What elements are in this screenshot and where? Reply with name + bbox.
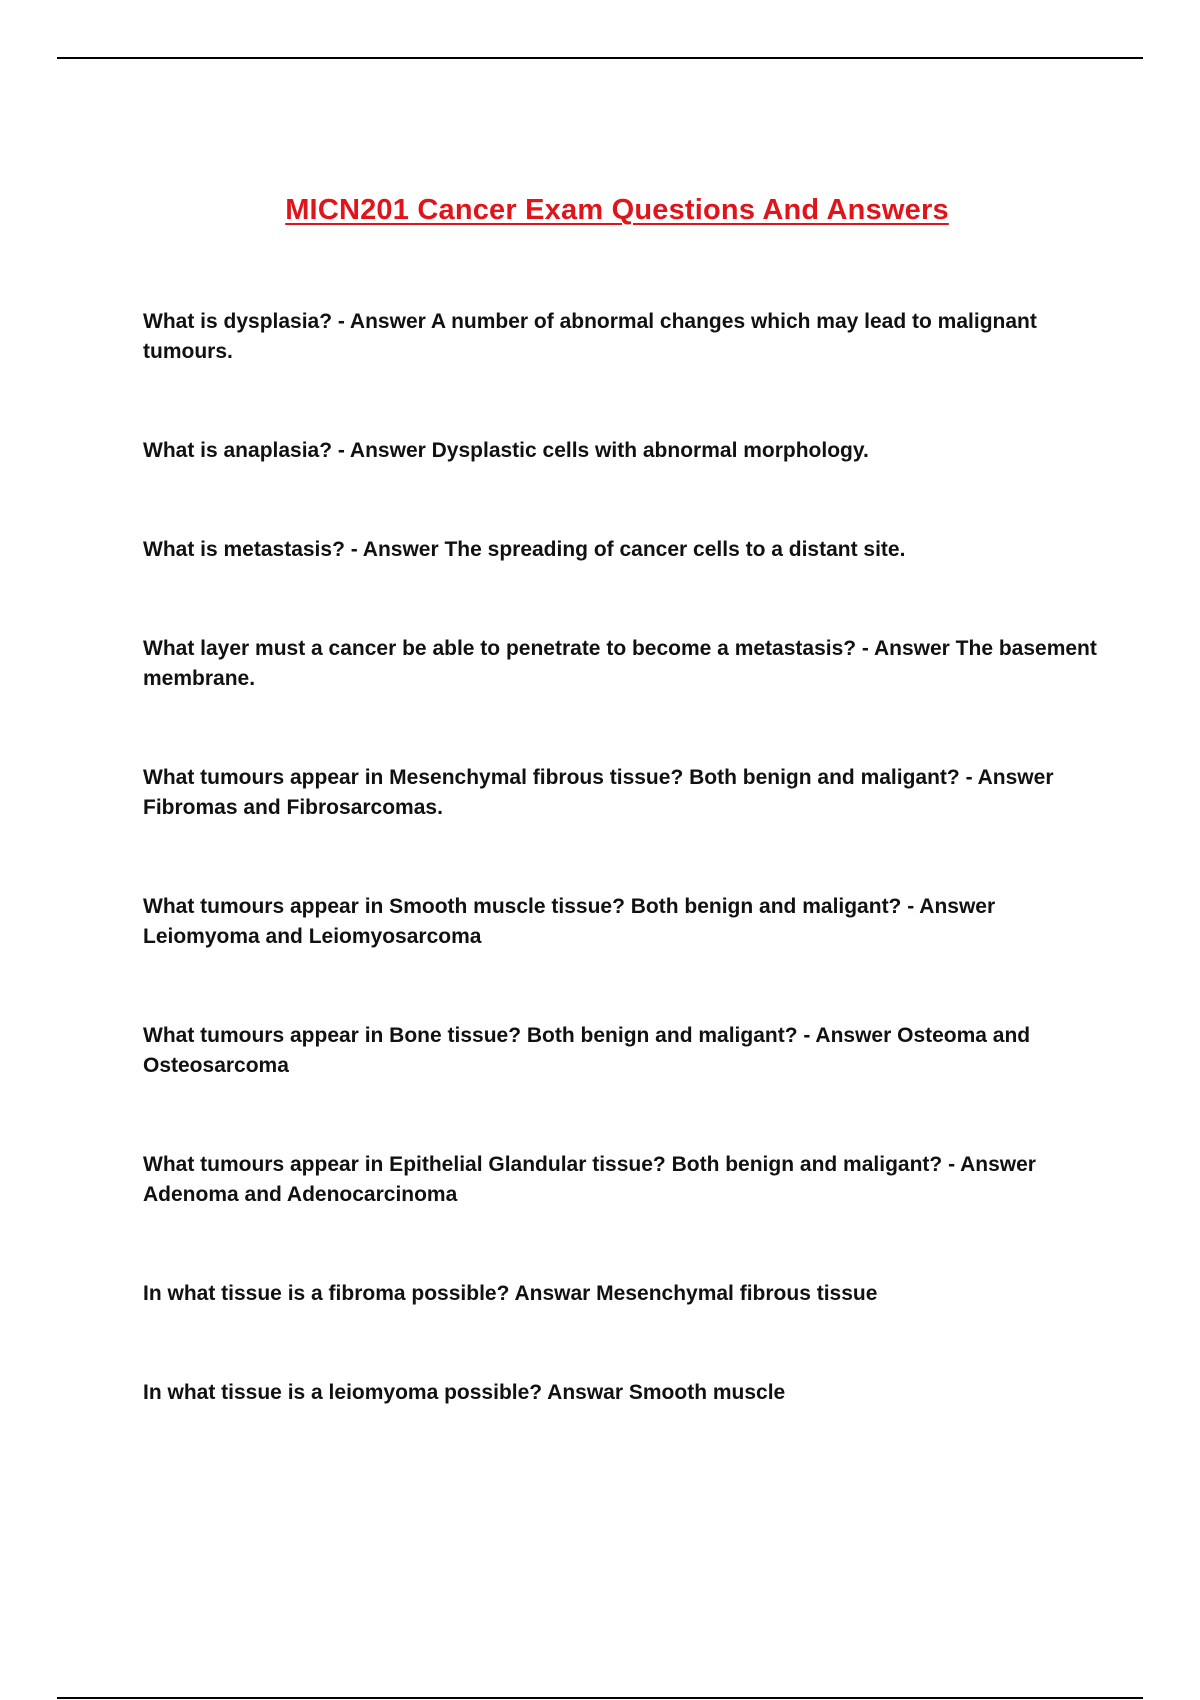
qa-item-1: What is dysplasia? - Answer A number of abnormal changes which may lead to malignant tumours.	[143, 310, 1037, 363]
qa-item-10: In what tissue is a leiomyoma possible? Answar Smooth muscle	[143, 1381, 786, 1404]
qa-item-5: What tumours appear in Mesenchymal fibrous tissue? Both benign and maligant? - Answer Fibromas and Fibrosarcomas.	[143, 766, 1054, 819]
top-rule	[57, 57, 1143, 59]
bottom-rule	[57, 1697, 1143, 1699]
document-title: MICN201 Cancer Exam Questions And Answers	[285, 194, 949, 226]
qa-item-8: What tumours appear in Epithelial Glandular tissue? Both benign and maligant? - Answer Adenoma and Adenocarcinoma	[143, 1153, 1036, 1206]
qa-item-2: What is anaplasia? - Answer Dysplastic cells with abnormal morphology.	[143, 439, 869, 462]
qa-item-7: What tumours appear in Bone tissue? Both benign and maligant? - Answer Osteoma and Osteosarcoma	[143, 1024, 1031, 1077]
qa-item-6: What tumours appear in Smooth muscle tissue? Both benign and maligant? - Answer Leiomyoma and Leiomyosarcoma	[143, 895, 996, 948]
qa-item-4: What layer must a cancer be able to penetrate to become a metastasis? - Answer The basement membrane.	[143, 637, 1097, 690]
qa-item-3: What is metastasis? - Answer The spreading of cancer cells to a distant site.	[143, 538, 906, 561]
qa-item-9: In what tissue is a fibroma possible? Answar Mesenchymal fibrous tissue	[143, 1282, 878, 1305]
